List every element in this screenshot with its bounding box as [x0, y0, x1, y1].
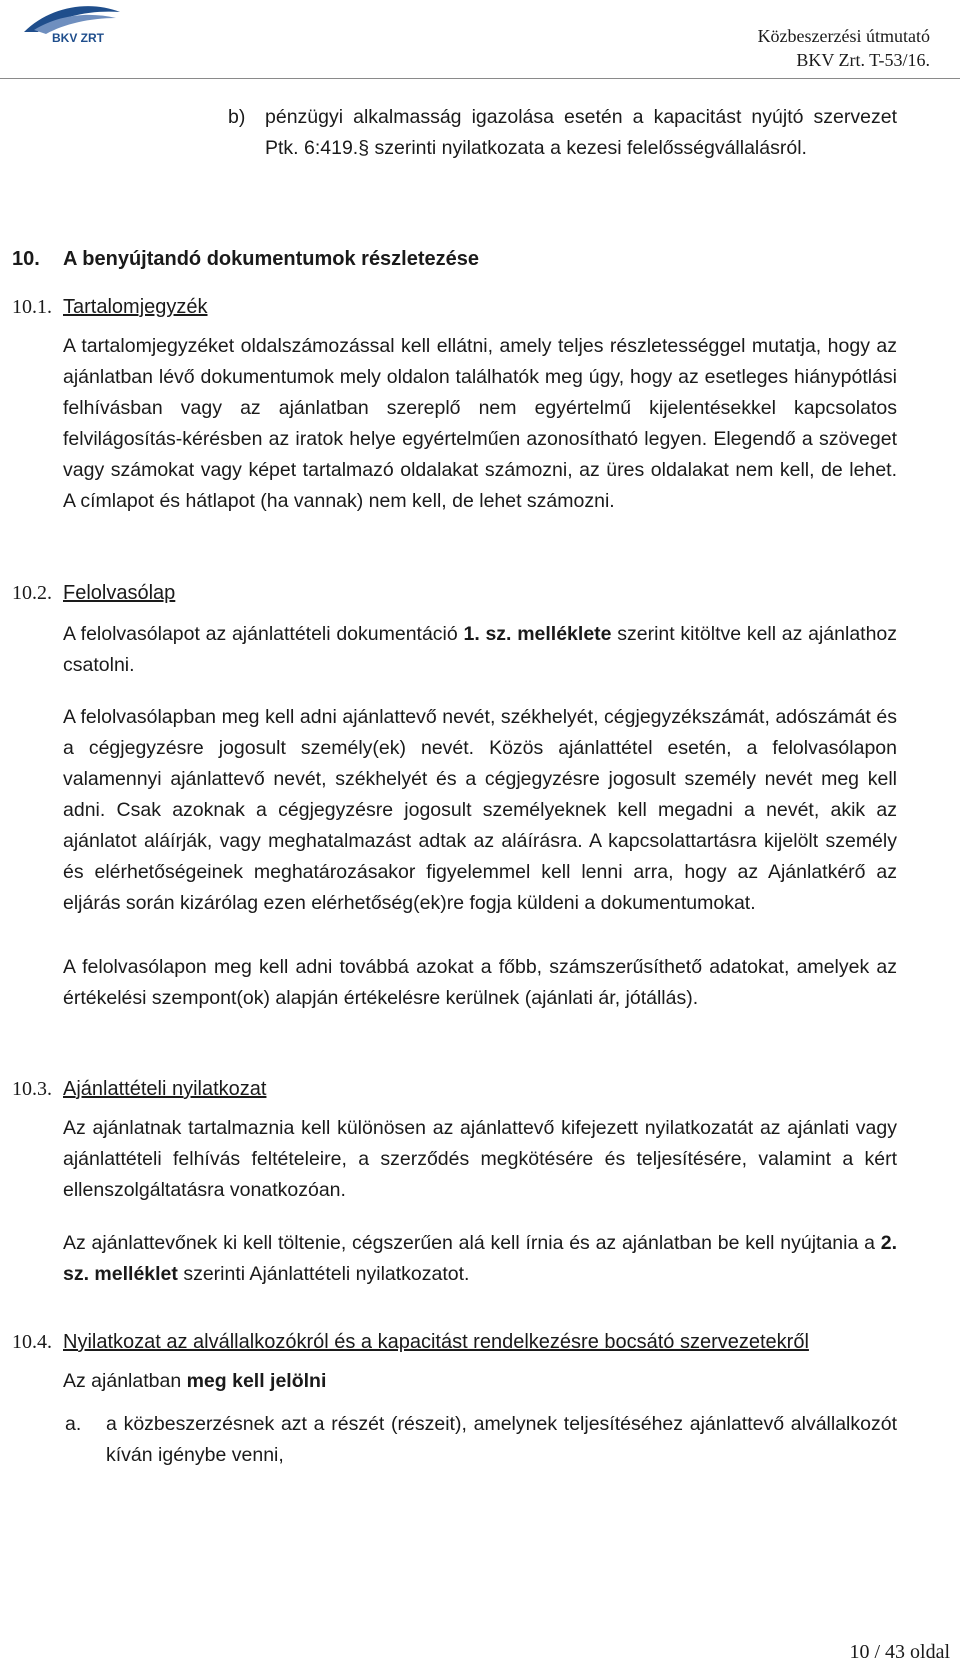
paragraph: Az ajánlatnak tartalmaznia kell különösen az ajánlattevő kifejezett nyilatkozatát az ajánlati vagy ajánlattételi felhívás feltételeire, a szerződés megkötésére és teljesítésére, valamint a kért ellenszolgáltatásra vonatkozóan. [63, 1117, 897, 1201]
page-number: 10 / 43 oldal [849, 1641, 950, 1663]
bkv-logo [20, 2, 124, 44]
list-item-text: pénzügyi alkalmasság igazolása esetén a kapacitást nyújtó szervezet Ptk. 6:419.§ szerinti nyilatkozata a kezesi felelősségvállalásról. [265, 106, 897, 159]
section-number: 10. [12, 248, 40, 270]
emphasis: meg kell jelölni [186, 1370, 327, 1392]
doc-code: BKV Zrt. T-53/16. [796, 50, 930, 70]
header-divider [0, 78, 960, 79]
section-title: A benyújtandó dokumentumok részletezése [63, 248, 480, 270]
list-item-text: a közbeszerzésnek azt a részét (részeit), amelynek teljesítéséhez ajánlattevő alvállalkozót kíván igénybe venni, [106, 1413, 897, 1466]
subsection-number: 10.4. [12, 1331, 52, 1353]
paragraph: A felolvasólapon meg kell adni továbbá azokat a főbb, számszerűsíthető adatokat, amelyek az értékelési szempont(ok) alapján értékelésre kerülnek (ajánlati ár, jótállás). [63, 956, 897, 1009]
doc-title: Közbeszerzési útmutató [757, 26, 930, 46]
logo-text: BKV ZRT [52, 31, 104, 44]
annex-ref: 1. sz. melléklete [463, 623, 612, 645]
subsection-title: Tartalomjegyzék [63, 296, 208, 318]
subsection-title: Ajánlattételi nyilatkozat [63, 1078, 267, 1100]
subsection-number: 10.2. [12, 582, 52, 604]
paragraph: Az ajánlattevőnek ki kell töltenie, cégszerűen alá kell írnia és az ajánlatban be kell nyújtania a 2. sz. melléklet szerinti Ajánlattételi nyilatkozatot. [63, 1232, 897, 1285]
list-marker: a. [65, 1413, 82, 1435]
subsection-number: 10.3. [12, 1078, 52, 1100]
doc-header [758, 24, 930, 72]
paragraph: A felolvasólapban meg kell adni ajánlattevő nevét, székhelyét, cégjegyzékszámát, adószámát és a cégjegyzésre jogosult személy(ek) nevét. Közös ajánlattétel esetén, a felolvasólapon valamennyi ajánlattevő nevét, székhelyét és a cégjegyzésre jogosult személy nevét meg kell adni. Csak azoknak a cégjegyzésre jogosult személyeknek kell megadni a nevét, akik az ajánlatot aláírják, vagy meghatalmazást adtak az aláírásra. A kapcsolattartásra kijelölt személy és elérhetőségeinek meghatározásakor figyelemmel kell lenni arra, hogy az Ajánlatkérő az eljárás során kizárólag ezen elérhetőség(ek)re fogja küldeni a dokumentumokat. [63, 706, 897, 914]
paragraph: A tartalomjegyzéket oldalszámozással kell ellátni, amely teljes részletességgel mutatja, hogy az ajánlatban lévő dokumentumok mely oldalon találhatók meg úgy, hogy az esetleges hiánypótlási felhívásban vagy az ajánlatban szereplő nem egyértelmű kijelentésekkel kapcsolatos felvilágosítás-kérésben az iratok helye egyértelműen azonosítható legyen. Elegendő a szöveget vagy számokat vagy képet tartalmazó oldalakat számozni, az üres oldalakat nem kell, de lehet. A címlapot és hátlapot (ha vannak) nem kell, de lehet számozni. [63, 335, 897, 512]
list-marker: b) [228, 106, 246, 128]
annex-ref: 2. sz. melléklet [63, 1232, 897, 1285]
paragraph: Az ajánlatban meg kell jelölni [63, 1370, 327, 1392]
paragraph: A felolvasólapot az ajánlattételi dokumentáció 1. sz. melléklete szerint kitöltve kell az ajánlathoz csatolni. [63, 623, 898, 676]
subsection-title: Felolvasólap [63, 582, 176, 604]
subsection-number: 10.1. [12, 296, 52, 318]
subsection-title: Nyilatkozat az alvállalkozókról és a kapacitást rendelkezésre bocsátó szervezetekről [63, 1331, 809, 1353]
